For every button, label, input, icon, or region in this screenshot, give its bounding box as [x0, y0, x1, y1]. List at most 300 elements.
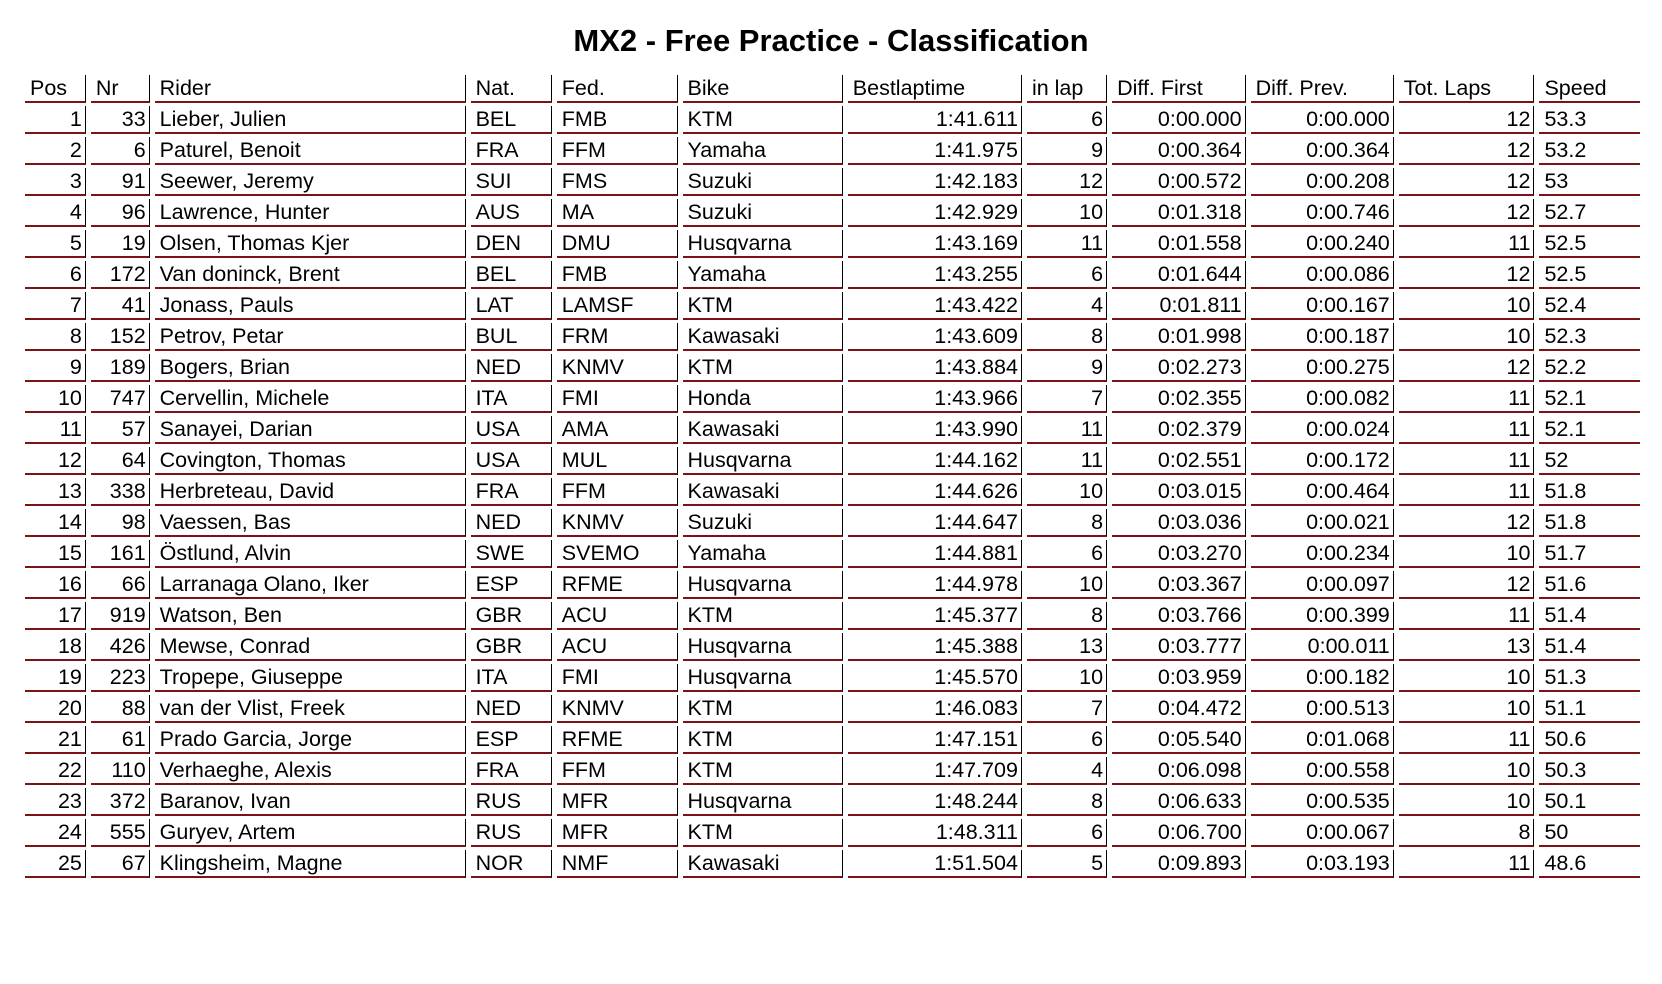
cell-bestlaptime: 1:44.881 [848, 540, 1022, 568]
cell-diff-first: 0:03.777 [1112, 633, 1246, 661]
table-row [25, 168, 1640, 196]
cell-bestlaptime: 1:44.647 [848, 509, 1022, 537]
table-row [25, 633, 1640, 661]
cell-tot-laps: 11 [1399, 602, 1535, 630]
cell-diff-prev: 0:00.464 [1251, 478, 1394, 506]
cell-in-lap: 9 [1027, 354, 1107, 382]
cell-rider: Tropepe, Giuseppe [155, 664, 466, 692]
cell-diff-first: 0:01.644 [1112, 261, 1246, 289]
cell-bestlaptime: 1:43.990 [848, 416, 1022, 444]
col-header-nr: Nr [91, 75, 150, 103]
cell-nr: 172 [91, 261, 150, 289]
cell-speed: 52.2 [1539, 354, 1640, 382]
cell-pos: 19 [25, 664, 86, 692]
cell-diff-first: 0:06.098 [1112, 757, 1246, 785]
cell-nr: 747 [91, 385, 150, 413]
cell-bike: KTM [683, 695, 843, 723]
cell-nat: DEN [471, 230, 552, 258]
cell-in-lap: 8 [1027, 788, 1107, 816]
table-row [25, 509, 1640, 537]
cell-rider: Covington, Thomas [155, 447, 466, 475]
cell-bike: Husqvarna [683, 230, 843, 258]
cell-tot-laps: 12 [1399, 168, 1535, 196]
cell-nr: 88 [91, 695, 150, 723]
cell-nat: FRA [471, 478, 552, 506]
cell-in-lap: 10 [1027, 664, 1107, 692]
cell-speed: 52.3 [1539, 323, 1640, 351]
cell-in-lap: 10 [1027, 199, 1107, 227]
cell-rider: Guryev, Artem [155, 819, 466, 847]
cell-diff-prev: 0:00.513 [1251, 695, 1394, 723]
cell-pos: 2 [25, 137, 86, 165]
cell-diff-first: 0:01.318 [1112, 199, 1246, 227]
cell-in-lap: 10 [1027, 571, 1107, 599]
cell-pos: 15 [25, 540, 86, 568]
cell-pos: 16 [25, 571, 86, 599]
cell-in-lap: 8 [1027, 602, 1107, 630]
cell-bike: KTM [683, 757, 843, 785]
cell-bike: KTM [683, 602, 843, 630]
cell-bestlaptime: 1:51.504 [848, 850, 1022, 878]
cell-nr: 41 [91, 292, 150, 320]
cell-speed: 52.4 [1539, 292, 1640, 320]
cell-diff-first: 0:01.811 [1112, 292, 1246, 320]
cell-pos: 22 [25, 757, 86, 785]
cell-bestlaptime: 1:47.709 [848, 757, 1022, 785]
cell-in-lap: 6 [1027, 261, 1107, 289]
cell-nr: 555 [91, 819, 150, 847]
cell-diff-prev: 0:00.024 [1251, 416, 1394, 444]
cell-tot-laps: 10 [1399, 292, 1535, 320]
cell-fed: FMI [557, 385, 678, 413]
cell-fed: RFME [557, 571, 678, 599]
cell-in-lap: 12 [1027, 168, 1107, 196]
cell-rider: Prado Garcia, Jorge [155, 726, 466, 754]
table-row [25, 230, 1640, 258]
cell-in-lap: 13 [1027, 633, 1107, 661]
cell-speed: 50.3 [1539, 757, 1640, 785]
cell-pos: 10 [25, 385, 86, 413]
table-row [25, 695, 1640, 723]
cell-pos: 25 [25, 850, 86, 878]
cell-tot-laps: 8 [1399, 819, 1535, 847]
cell-diff-first: 0:00.000 [1112, 106, 1246, 134]
table-row [25, 199, 1640, 227]
cell-diff-first: 0:06.633 [1112, 788, 1246, 816]
cell-in-lap: 6 [1027, 540, 1107, 568]
cell-tot-laps: 12 [1399, 199, 1535, 227]
cell-bike: Suzuki [683, 199, 843, 227]
cell-pos: 6 [25, 261, 86, 289]
cell-diff-prev: 0:01.068 [1251, 726, 1394, 754]
cell-pos: 9 [25, 354, 86, 382]
cell-diff-prev: 0:00.086 [1251, 261, 1394, 289]
cell-pos: 11 [25, 416, 86, 444]
cell-in-lap: 4 [1027, 757, 1107, 785]
cell-rider: Klingsheim, Magne [155, 850, 466, 878]
cell-in-lap: 5 [1027, 850, 1107, 878]
cell-speed: 51.1 [1539, 695, 1640, 723]
cell-nr: 67 [91, 850, 150, 878]
cell-fed: AMA [557, 416, 678, 444]
cell-nr: 96 [91, 199, 150, 227]
cell-bestlaptime: 1:45.570 [848, 664, 1022, 692]
cell-in-lap: 10 [1027, 478, 1107, 506]
cell-rider: Petrov, Petar [155, 323, 466, 351]
table-row [25, 664, 1640, 692]
cell-diff-first: 0:03.766 [1112, 602, 1246, 630]
cell-fed: FFM [557, 757, 678, 785]
cell-pos: 20 [25, 695, 86, 723]
table-row [25, 850, 1640, 878]
cell-pos: 5 [25, 230, 86, 258]
cell-nr: 61 [91, 726, 150, 754]
cell-bike: Kawasaki [683, 416, 843, 444]
cell-in-lap: 7 [1027, 385, 1107, 413]
cell-nr: 91 [91, 168, 150, 196]
cell-nat: SWE [471, 540, 552, 568]
cell-bestlaptime: 1:44.978 [848, 571, 1022, 599]
cell-fed: KNMV [557, 509, 678, 537]
cell-pos: 4 [25, 199, 86, 227]
cell-rider: Sanayei, Darian [155, 416, 466, 444]
cell-nr: 426 [91, 633, 150, 661]
cell-diff-prev: 0:00.187 [1251, 323, 1394, 351]
col-header-fed: Fed. [557, 75, 678, 103]
cell-in-lap: 6 [1027, 106, 1107, 134]
cell-rider: Bogers, Brian [155, 354, 466, 382]
cell-diff-first: 0:03.959 [1112, 664, 1246, 692]
cell-diff-first: 0:03.367 [1112, 571, 1246, 599]
col-header-tot-laps: Tot. Laps [1399, 75, 1535, 103]
cell-diff-first: 0:00.364 [1112, 137, 1246, 165]
cell-bestlaptime: 1:43.422 [848, 292, 1022, 320]
cell-nat: RUS [471, 819, 552, 847]
cell-diff-first: 0:02.273 [1112, 354, 1246, 382]
cell-rider: Vaessen, Bas [155, 509, 466, 537]
cell-bike: Husqvarna [683, 664, 843, 692]
cell-nat: BEL [471, 106, 552, 134]
cell-diff-prev: 0:00.275 [1251, 354, 1394, 382]
cell-rider: Cervellin, Michele [155, 385, 466, 413]
cell-tot-laps: 12 [1399, 571, 1535, 599]
cell-bestlaptime: 1:42.929 [848, 199, 1022, 227]
cell-rider: Mewse, Conrad [155, 633, 466, 661]
cell-diff-prev: 0:00.364 [1251, 137, 1394, 165]
cell-nat: NOR [471, 850, 552, 878]
cell-diff-prev: 0:03.193 [1251, 850, 1394, 878]
cell-rider: Verhaeghe, Alexis [155, 757, 466, 785]
cell-diff-prev: 0:00.182 [1251, 664, 1394, 692]
cell-speed: 53.3 [1539, 106, 1640, 134]
cell-diff-prev: 0:00.234 [1251, 540, 1394, 568]
table-row [25, 447, 1640, 475]
cell-nr: 64 [91, 447, 150, 475]
cell-speed: 52.1 [1539, 385, 1640, 413]
cell-bike: Suzuki [683, 168, 843, 196]
table-row [25, 757, 1640, 785]
cell-nat: USA [471, 416, 552, 444]
cell-speed: 50.1 [1539, 788, 1640, 816]
cell-in-lap: 8 [1027, 323, 1107, 351]
cell-diff-first: 0:03.015 [1112, 478, 1246, 506]
cell-fed: MFR [557, 788, 678, 816]
cell-fed: RFME [557, 726, 678, 754]
cell-nr: 98 [91, 509, 150, 537]
cell-diff-prev: 0:00.167 [1251, 292, 1394, 320]
cell-bike: Husqvarna [683, 571, 843, 599]
cell-diff-prev: 0:00.021 [1251, 509, 1394, 537]
cell-bike: KTM [683, 726, 843, 754]
cell-nat: LAT [471, 292, 552, 320]
page-title: MX2 - Free Practice - Classification [573, 23, 1089, 58]
cell-tot-laps: 10 [1399, 323, 1535, 351]
table-row [25, 323, 1640, 351]
cell-bestlaptime: 1:47.151 [848, 726, 1022, 754]
cell-pos: 21 [25, 726, 86, 754]
cell-tot-laps: 12 [1399, 137, 1535, 165]
cell-bike: KTM [683, 354, 843, 382]
cell-bike: Kawasaki [683, 850, 843, 878]
cell-bestlaptime: 1:43.169 [848, 230, 1022, 258]
cell-nat: NED [471, 509, 552, 537]
cell-rider: Seewer, Jeremy [155, 168, 466, 196]
cell-diff-prev: 0:00.240 [1251, 230, 1394, 258]
cell-bike: Husqvarna [683, 633, 843, 661]
table-row [25, 385, 1640, 413]
table-row [25, 137, 1640, 165]
cell-bestlaptime: 1:43.609 [848, 323, 1022, 351]
table-row [25, 602, 1640, 630]
cell-nat: FRA [471, 757, 552, 785]
cell-diff-first: 0:02.551 [1112, 447, 1246, 475]
cell-tot-laps: 11 [1399, 478, 1535, 506]
cell-diff-prev: 0:00.399 [1251, 602, 1394, 630]
cell-tot-laps: 10 [1399, 788, 1535, 816]
cell-fed: LAMSF [557, 292, 678, 320]
cell-bestlaptime: 1:44.162 [848, 447, 1022, 475]
cell-speed: 53.2 [1539, 137, 1640, 165]
table-row [25, 726, 1640, 754]
col-header-in-lap: in lap [1027, 75, 1107, 103]
cell-tot-laps: 12 [1399, 106, 1535, 134]
cell-rider: Van doninck, Brent [155, 261, 466, 289]
cell-nr: 6 [91, 137, 150, 165]
cell-nr: 57 [91, 416, 150, 444]
table-row [25, 292, 1640, 320]
cell-speed: 51.3 [1539, 664, 1640, 692]
cell-speed: 51.6 [1539, 571, 1640, 599]
cell-tot-laps: 11 [1399, 230, 1535, 258]
table-row [25, 354, 1640, 382]
cell-tot-laps: 10 [1399, 757, 1535, 785]
cell-diff-first: 0:09.893 [1112, 850, 1246, 878]
cell-in-lap: 7 [1027, 695, 1107, 723]
cell-diff-first: 0:01.558 [1112, 230, 1246, 258]
cell-rider: Lawrence, Hunter [155, 199, 466, 227]
col-header-speed: Speed [1539, 75, 1640, 103]
cell-nat: FRA [471, 137, 552, 165]
table-header-row [25, 75, 1640, 103]
cell-in-lap: 9 [1027, 137, 1107, 165]
cell-tot-laps: 10 [1399, 695, 1535, 723]
cell-tot-laps: 11 [1399, 416, 1535, 444]
cell-nat: ESP [471, 571, 552, 599]
cell-rider: Jonass, Pauls [155, 292, 466, 320]
cell-speed: 51.7 [1539, 540, 1640, 568]
cell-diff-prev: 0:00.746 [1251, 199, 1394, 227]
col-header-bike: Bike [683, 75, 843, 103]
cell-speed: 52.7 [1539, 199, 1640, 227]
cell-nr: 161 [91, 540, 150, 568]
cell-pos: 18 [25, 633, 86, 661]
cell-fed: MA [557, 199, 678, 227]
cell-speed: 52 [1539, 447, 1640, 475]
cell-bike: Suzuki [683, 509, 843, 537]
cell-rider: Olsen, Thomas Kjer [155, 230, 466, 258]
cell-nat: BUL [471, 323, 552, 351]
cell-nr: 189 [91, 354, 150, 382]
cell-nat: BEL [471, 261, 552, 289]
cell-nr: 919 [91, 602, 150, 630]
cell-in-lap: 8 [1027, 509, 1107, 537]
cell-fed: KNMV [557, 695, 678, 723]
cell-tot-laps: 11 [1399, 447, 1535, 475]
cell-diff-prev: 0:00.000 [1251, 106, 1394, 134]
cell-speed: 52.5 [1539, 230, 1640, 258]
cell-bike: KTM [683, 819, 843, 847]
cell-bestlaptime: 1:45.377 [848, 602, 1022, 630]
cell-bestlaptime: 1:42.183 [848, 168, 1022, 196]
cell-diff-first: 0:02.379 [1112, 416, 1246, 444]
cell-bike: KTM [683, 292, 843, 320]
cell-rider: Watson, Ben [155, 602, 466, 630]
cell-in-lap: 11 [1027, 447, 1107, 475]
cell-bestlaptime: 1:43.884 [848, 354, 1022, 382]
cell-bestlaptime: 1:46.083 [848, 695, 1022, 723]
cell-nr: 372 [91, 788, 150, 816]
cell-tot-laps: 10 [1399, 664, 1535, 692]
cell-tot-laps: 11 [1399, 726, 1535, 754]
cell-nr: 110 [91, 757, 150, 785]
cell-speed: 52.1 [1539, 416, 1640, 444]
cell-tot-laps: 13 [1399, 633, 1535, 661]
cell-bestlaptime: 1:43.966 [848, 385, 1022, 413]
cell-fed: FMB [557, 261, 678, 289]
cell-nat: ITA [471, 664, 552, 692]
cell-pos: 24 [25, 819, 86, 847]
cell-bike: Kawasaki [683, 323, 843, 351]
cell-fed: FFM [557, 478, 678, 506]
cell-pos: 23 [25, 788, 86, 816]
cell-nat: GBR [471, 602, 552, 630]
classification-table [20, 72, 1645, 881]
cell-diff-first: 0:03.036 [1112, 509, 1246, 537]
cell-pos: 7 [25, 292, 86, 320]
cell-speed: 50 [1539, 819, 1640, 847]
cell-bike: Yamaha [683, 137, 843, 165]
cell-speed: 51.4 [1539, 633, 1640, 661]
cell-tot-laps: 12 [1399, 354, 1535, 382]
cell-rider: Herbreteau, David [155, 478, 466, 506]
cell-fed: MFR [557, 819, 678, 847]
cell-rider: Paturel, Benoit [155, 137, 466, 165]
cell-speed: 50.6 [1539, 726, 1640, 754]
table-row [25, 478, 1640, 506]
cell-speed: 51.8 [1539, 478, 1640, 506]
cell-fed: NMF [557, 850, 678, 878]
cell-bestlaptime: 1:48.244 [848, 788, 1022, 816]
cell-speed: 53 [1539, 168, 1640, 196]
cell-diff-prev: 0:00.558 [1251, 757, 1394, 785]
cell-bike: Yamaha [683, 261, 843, 289]
cell-in-lap: 4 [1027, 292, 1107, 320]
cell-bike: Honda [683, 385, 843, 413]
col-header-diff-prev: Diff. Prev. [1251, 75, 1394, 103]
cell-nat: NED [471, 695, 552, 723]
cell-fed: FMS [557, 168, 678, 196]
cell-speed: 48.6 [1539, 850, 1640, 878]
cell-fed: ACU [557, 633, 678, 661]
cell-bike: Yamaha [683, 540, 843, 568]
cell-nat: NED [471, 354, 552, 382]
cell-in-lap: 11 [1027, 230, 1107, 258]
cell-pos: 3 [25, 168, 86, 196]
cell-pos: 17 [25, 602, 86, 630]
cell-bike: Husqvarna [683, 788, 843, 816]
cell-nr: 338 [91, 478, 150, 506]
cell-diff-prev: 0:00.097 [1251, 571, 1394, 599]
cell-diff-first: 0:05.540 [1112, 726, 1246, 754]
cell-fed: SVEMO [557, 540, 678, 568]
cell-fed: FRM [557, 323, 678, 351]
cell-diff-prev: 0:00.067 [1251, 819, 1394, 847]
cell-tot-laps: 12 [1399, 509, 1535, 537]
col-header-bestlaptime: Bestlaptime [848, 75, 1022, 103]
cell-bestlaptime: 1:41.611 [848, 106, 1022, 134]
cell-nat: ESP [471, 726, 552, 754]
cell-fed: FMI [557, 664, 678, 692]
col-header-nat: Nat. [471, 75, 552, 103]
table-row [25, 261, 1640, 289]
table-row [25, 571, 1640, 599]
cell-rider: Baranov, Ivan [155, 788, 466, 816]
cell-in-lap: 6 [1027, 726, 1107, 754]
cell-nat: RUS [471, 788, 552, 816]
cell-fed: ACU [557, 602, 678, 630]
cell-fed: DMU [557, 230, 678, 258]
col-header-rider: Rider [155, 75, 466, 103]
table-row [25, 819, 1640, 847]
cell-nr: 19 [91, 230, 150, 258]
cell-fed: FFM [557, 137, 678, 165]
cell-pos: 13 [25, 478, 86, 506]
cell-fed: MUL [557, 447, 678, 475]
cell-pos: 14 [25, 509, 86, 537]
cell-nr: 33 [91, 106, 150, 134]
cell-bestlaptime: 1:41.975 [848, 137, 1022, 165]
cell-pos: 8 [25, 323, 86, 351]
table-row [25, 416, 1640, 444]
cell-bike: Kawasaki [683, 478, 843, 506]
cell-pos: 12 [25, 447, 86, 475]
cell-speed: 51.8 [1539, 509, 1640, 537]
cell-diff-prev: 0:00.082 [1251, 385, 1394, 413]
cell-diff-first: 0:03.270 [1112, 540, 1246, 568]
cell-nr: 152 [91, 323, 150, 351]
cell-diff-prev: 0:00.208 [1251, 168, 1394, 196]
col-header-pos: Pos [25, 75, 86, 103]
